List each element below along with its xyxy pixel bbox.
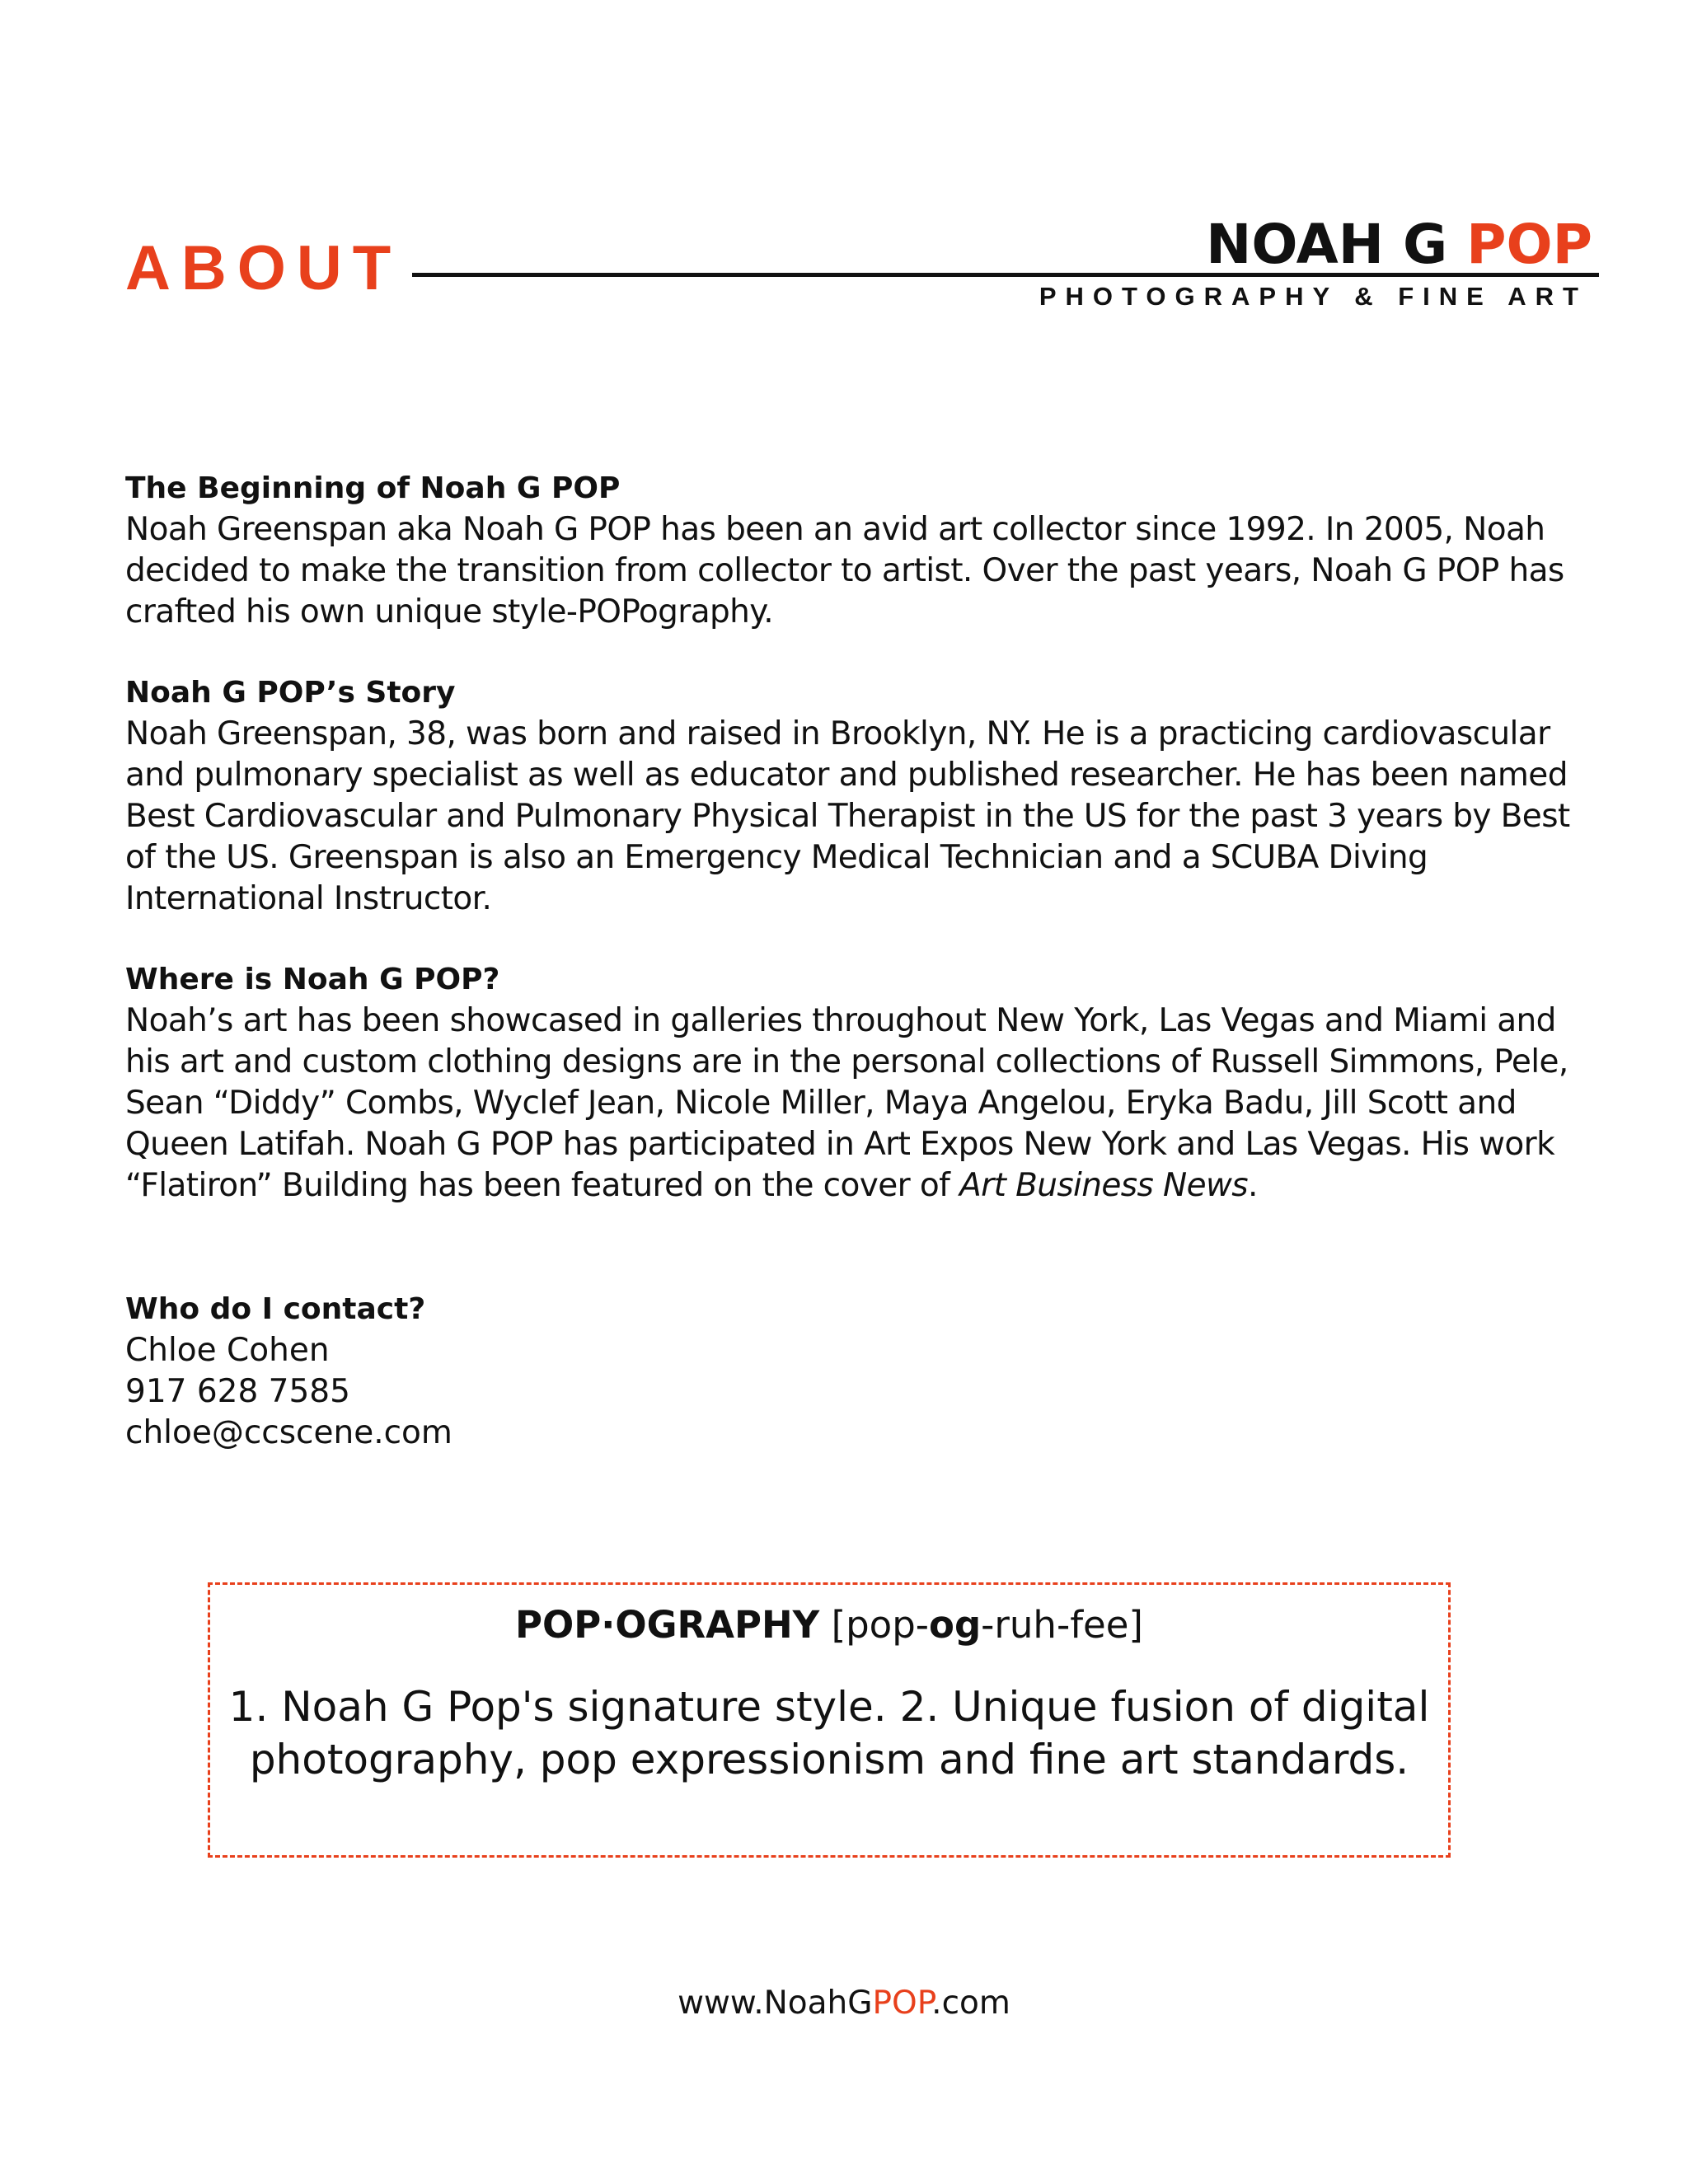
definition-word: POP·OGRAPHY <box>515 1603 820 1647</box>
section-contact <box>125 1289 1576 1454</box>
section-body: Noah Greenspan, 38, was born and raised in Brooklyn, NY. He is a practicing cardiovascular and pulmonary specialist as well as educator and published researcher. He has been named Best Cardiovascular and Pulmonary Physical Therapist in the US for the past 3 years by Best of the US. Greenspan is also an Emergency Medical Technician and a SCUBA Diving International Instructor. <box>125 715 1570 917</box>
definition-heading <box>210 1600 1448 1651</box>
brand-pop: POP <box>1466 213 1592 276</box>
section-body-text: Noah’s art has been showcased in galleries throughout New York, Las Vegas and Miami and his art and custom clothing designs are in the personal collections of Russell Simmons, Pele, Sean “Diddy” Combs, Wyclef Jean, Nicole Miller, Maya Angelou, Eryka Badu, Jill Scott and Queen Latifah. Noah G POP has participated in Art Expos New York and Las Vegas. His work “Flatiron” Building has been featured on the cover of <box>125 1002 1568 1204</box>
section-beginning <box>125 468 1576 633</box>
section-heading: Noah G POP’s Story <box>125 676 456 710</box>
website-start: www.NoahG <box>678 1985 873 2022</box>
contact-email: chloe@ccscene.com <box>125 1414 452 1451</box>
website-pop: POP <box>872 1985 932 2022</box>
page-title: ABOUT <box>125 233 402 303</box>
pronunciation-start: [pop- <box>831 1603 930 1647</box>
website-end: .com <box>931 1985 1010 2022</box>
footer-website[interactable] <box>0 1985 1688 2022</box>
section-heading: The Beginning of Noah G POP <box>125 471 621 505</box>
section-body: Noah Greenspan aka Noah G POP has been an avid art collector since 1992. In 2005, Noah decided to make the transition from collector to artist. Over the past years, Noah G POP has crafted his own unique style-POPography. <box>125 511 1564 630</box>
section-body-end: . <box>1248 1167 1258 1204</box>
definition-box <box>208 1582 1451 1858</box>
section-body <box>125 1001 1576 1207</box>
section-story <box>125 673 1576 920</box>
pronunciation-stress: og <box>929 1603 982 1647</box>
contact-phone: 917 628 7585 <box>125 1373 350 1410</box>
contact-heading: Who do I contact? <box>125 1292 426 1326</box>
definition-text: 1. Noah G Pop's signature style. 2. Unique fusion of digital photography, pop expressionism and fine art standards. <box>228 1683 1430 1783</box>
brand-tagline: PHOTOGRAPHY & FINE ART <box>1039 282 1587 311</box>
section-where <box>125 959 1576 1207</box>
brand-name: NOAH G <box>1206 213 1448 276</box>
contact-name: Chloe Cohen <box>125 1332 330 1369</box>
section-heading: Where is Noah G POP? <box>125 963 500 996</box>
publication-title: Art Business News <box>959 1167 1249 1204</box>
about-content <box>125 468 1576 1454</box>
pronunciation-end: -ruh-fee] <box>981 1603 1143 1647</box>
brand-logo <box>1206 213 1592 276</box>
